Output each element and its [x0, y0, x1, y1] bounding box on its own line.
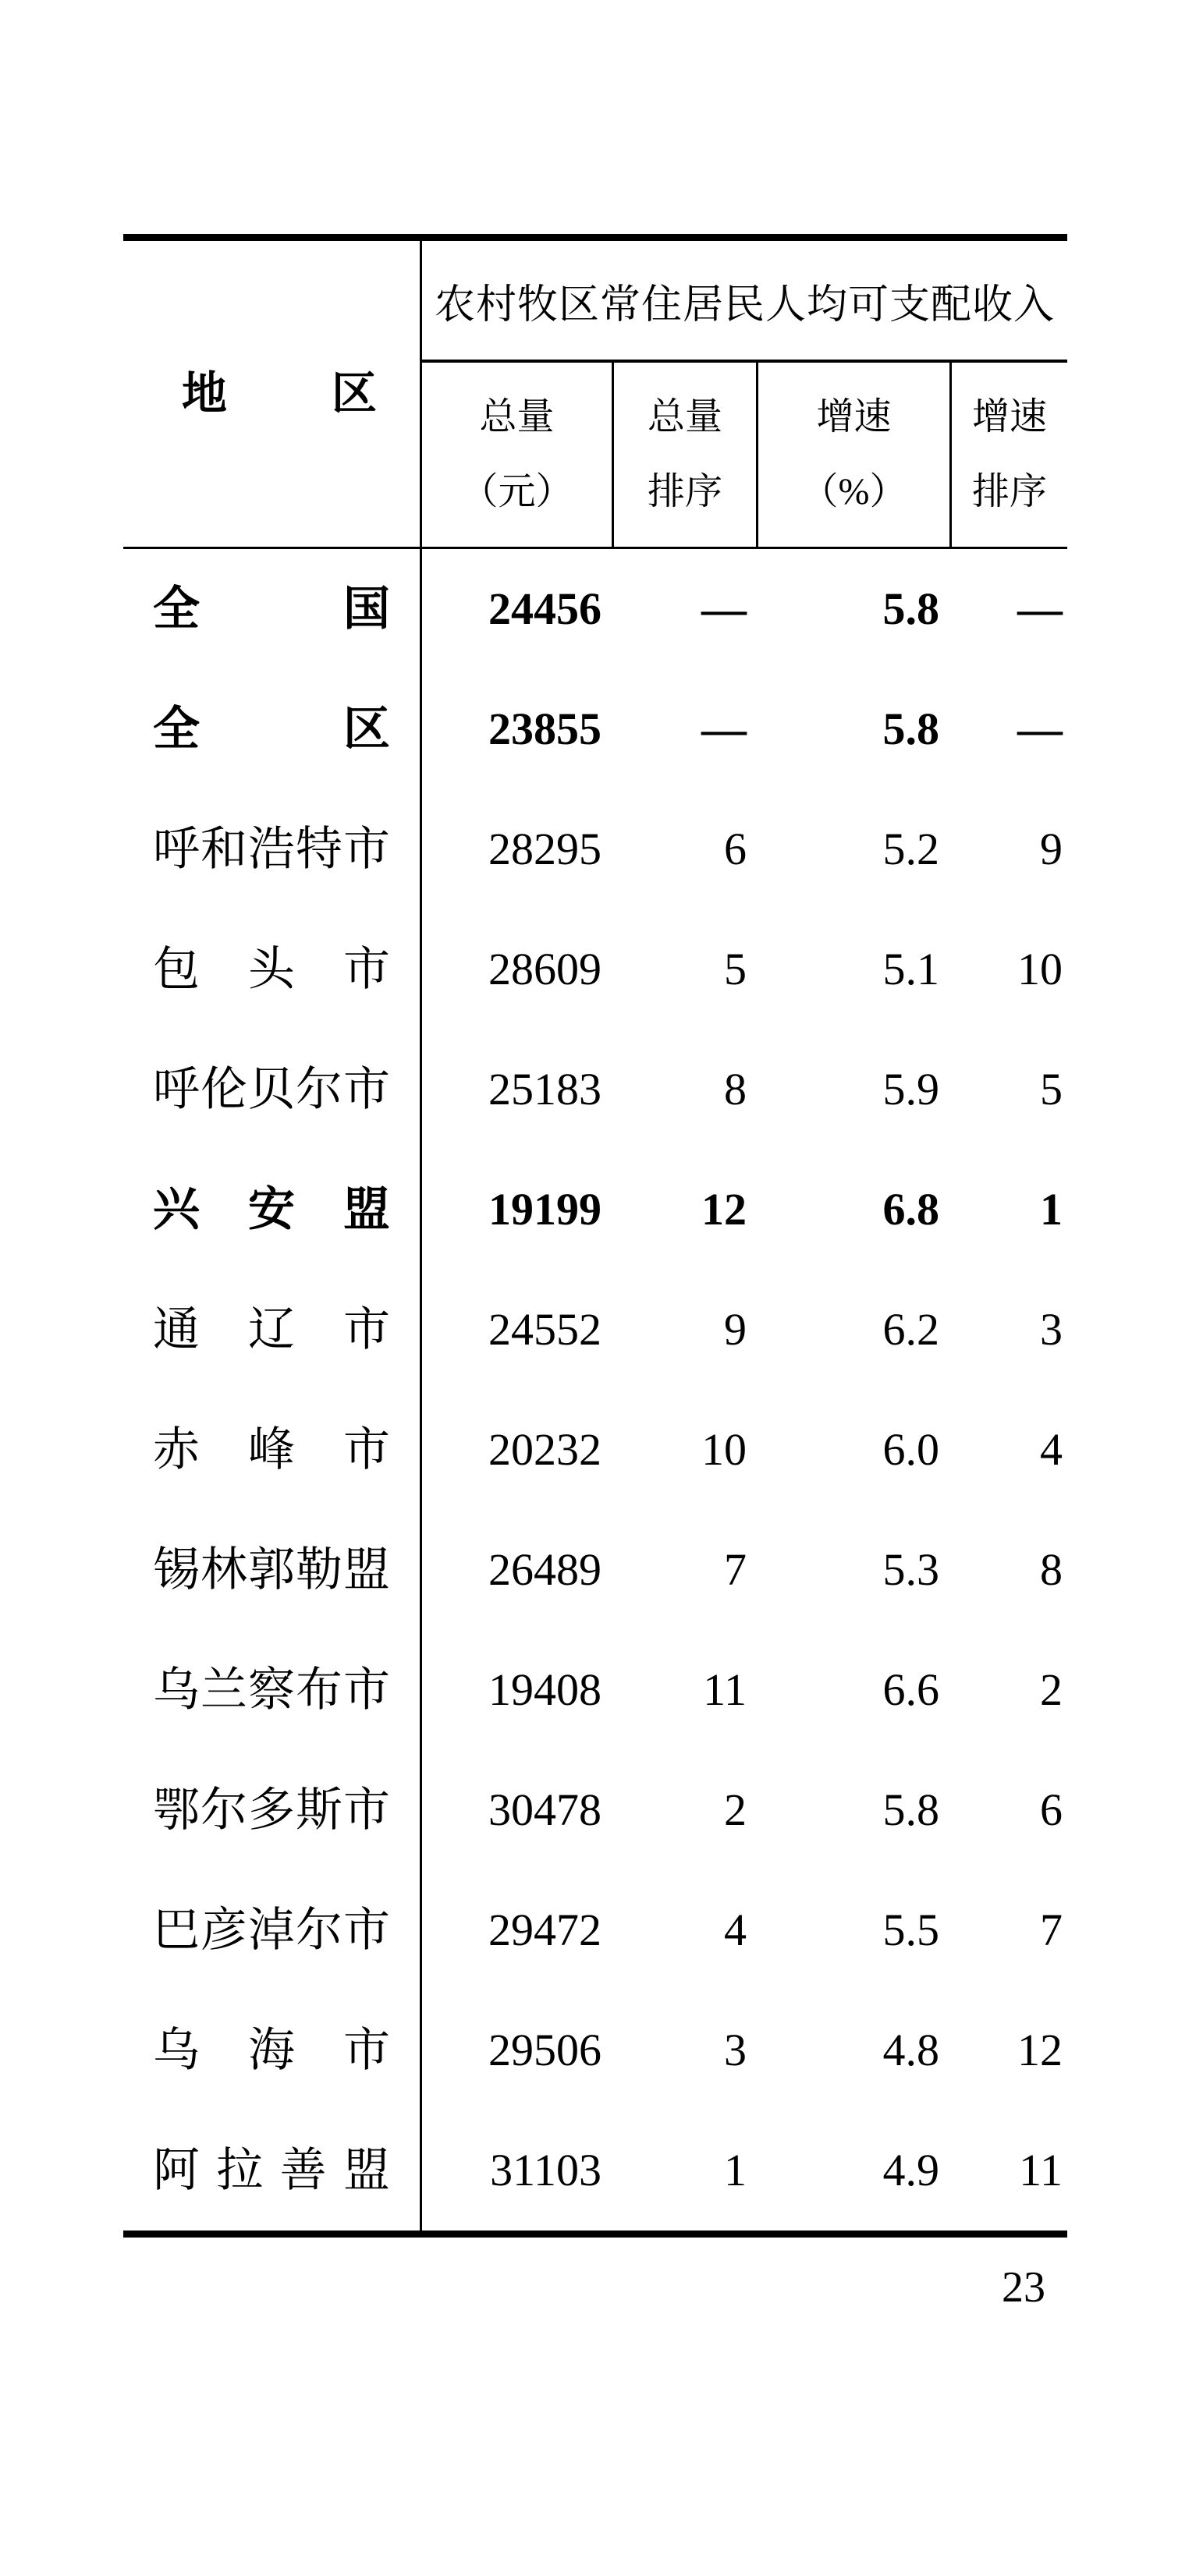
region-cell [123, 2110, 422, 2231]
char: 区 [331, 368, 377, 419]
char: 全 [153, 703, 200, 755]
region-cell [123, 1510, 422, 1630]
total-value: 30478 [488, 1784, 602, 1835]
char: 善 [279, 2145, 327, 2196]
region-cell [123, 1029, 422, 1150]
total-value: 29472 [488, 1905, 602, 1955]
char: 市 [343, 1064, 390, 1115]
char: 尔 [296, 1064, 342, 1115]
growth-rank-value: 11 [1019, 2145, 1063, 2195]
region-cell [123, 1150, 422, 1270]
table-row [123, 1630, 1067, 1750]
region-cell [123, 549, 422, 669]
char: 阿 [153, 2145, 200, 2196]
total-value: 28295 [488, 824, 602, 874]
growth-value: 4.9 [882, 2145, 939, 2195]
char: 市 [343, 1424, 390, 1476]
growth-value: 5.5 [882, 1905, 939, 1955]
total-value: 19408 [488, 1664, 602, 1715]
char: 全 [153, 583, 200, 635]
growth-rank-value: 2 [1040, 1664, 1063, 1715]
total-rank-value: 5 [724, 944, 747, 994]
total-value: 29506 [488, 2025, 602, 2075]
region-name [123, 1066, 420, 1113]
growth-rank-value: 9 [1040, 824, 1063, 874]
char: 盟 [342, 2145, 390, 2196]
growth-rank-value: 1 [1040, 1184, 1063, 1235]
char: 安 [248, 1184, 295, 1235]
total-rank-value: 1 [724, 2145, 747, 2195]
total-value: 28609 [488, 944, 602, 994]
growth-value: 5.3 [882, 1544, 939, 1595]
total-value: 25183 [488, 1064, 602, 1114]
region-cell [123, 1270, 422, 1390]
char: 市 [343, 824, 390, 875]
char: 彦 [200, 1905, 247, 1956]
growth-rank-value: 5 [1040, 1064, 1063, 1114]
growth-rank-value: — [1017, 583, 1063, 634]
growth-value: 5.9 [882, 1064, 939, 1114]
growth-value: 5.8 [882, 1784, 939, 1835]
total-value: 19199 [488, 1184, 602, 1235]
growth-rank-value: — [1017, 703, 1063, 754]
total-value: 24552 [488, 1304, 602, 1355]
char: 辽 [248, 1304, 295, 1355]
region-cell [123, 789, 422, 909]
growth-value: 6.2 [882, 1304, 939, 1355]
char: 拉 [216, 2145, 264, 2196]
char: 贝 [248, 1064, 295, 1115]
char: 区 [343, 703, 390, 755]
char: 察 [248, 1664, 295, 1716]
total-value: 31103 [490, 2145, 602, 2195]
sub-header-line: （元） [460, 471, 573, 512]
region-cell [123, 1630, 422, 1750]
sub-header-line: 增速 [816, 396, 892, 438]
char: 特 [296, 824, 342, 875]
total-rank-value: — [701, 703, 747, 754]
total-rank-value: 7 [724, 1544, 747, 1595]
region-cell [123, 669, 422, 789]
region-name [123, 1424, 420, 1476]
table-row [123, 789, 1067, 909]
table-row [123, 2110, 1067, 2231]
region-name [123, 1784, 420, 1836]
char: 郭 [248, 1544, 295, 1596]
growth-rank-value: 7 [1040, 1905, 1063, 1955]
growth-value: 6.0 [882, 1424, 939, 1475]
sub-header-line: 排序 [971, 471, 1047, 512]
region-name [123, 703, 420, 755]
char: 头 [248, 944, 295, 995]
growth-rank-value: 8 [1040, 1544, 1063, 1595]
region-name [123, 1664, 420, 1716]
table-row [123, 669, 1067, 789]
growth-value: 5.2 [882, 824, 939, 874]
page-number: 23 [1002, 2263, 1045, 2312]
region-name [123, 946, 420, 993]
growth-value: 6.6 [882, 1664, 939, 1715]
total-rank-value: 4 [724, 1905, 747, 1955]
table-row [123, 1750, 1067, 1870]
sub-header-line: 总量 [479, 396, 555, 438]
sub-header-line: 排序 [647, 471, 722, 512]
table-header [123, 241, 1067, 549]
sub-header-line: 增速 [971, 396, 1047, 438]
table-body [123, 549, 1067, 2231]
table-row [123, 1150, 1067, 1270]
income-table [123, 234, 1067, 2238]
char: 布 [296, 1664, 342, 1716]
char: 鄂 [153, 1784, 200, 1836]
total-value: 23855 [488, 703, 602, 754]
char: 盟 [343, 1184, 390, 1235]
char: 赤 [153, 1424, 200, 1476]
region-cell [123, 909, 422, 1029]
char: 市 [343, 1905, 390, 1956]
table-row [123, 1510, 1067, 1630]
growth-rank-value: 6 [1040, 1784, 1063, 1835]
char: 市 [343, 1304, 390, 1355]
region-name [123, 2147, 420, 2194]
growth-rank-value: 3 [1040, 1304, 1063, 1355]
region-name [123, 1907, 420, 1954]
growth-value: 5.8 [882, 703, 939, 754]
char: 市 [343, 1664, 390, 1716]
total-rank-value: 3 [724, 2025, 747, 2075]
char: 多 [248, 1784, 295, 1836]
char: 峰 [248, 1424, 295, 1476]
table-row [123, 1870, 1067, 1990]
total-rank-value: 10 [701, 1424, 747, 1475]
table-row [123, 1390, 1067, 1510]
growth-value: 4.8 [882, 2025, 939, 2075]
total-rank-value: — [701, 583, 747, 634]
income-header-group [422, 241, 1067, 547]
char: 通 [153, 1304, 200, 1355]
table-row [123, 1990, 1067, 2110]
growth-value: 6.8 [882, 1184, 939, 1235]
table-row [123, 1270, 1067, 1390]
region-cell [123, 1990, 422, 2110]
table-row [123, 549, 1067, 669]
region-name [123, 583, 420, 635]
growth-rank-value: 4 [1040, 1424, 1063, 1475]
region-name [123, 826, 420, 873]
char: 林 [200, 1544, 247, 1596]
char: 斯 [296, 1784, 342, 1836]
char: 兰 [200, 1664, 247, 1716]
region-header-cell [123, 241, 422, 547]
char: 和 [200, 824, 247, 875]
growth-value: 5.1 [882, 944, 939, 994]
total-rank-value: 8 [724, 1064, 747, 1114]
char: 伦 [200, 1064, 247, 1115]
char: 海 [248, 2025, 295, 2076]
char: 呼 [153, 1064, 200, 1115]
char: 尔 [200, 1784, 247, 1836]
growth-value: 5.8 [882, 583, 939, 634]
total-value: 24456 [488, 583, 602, 634]
char: 乌 [153, 2025, 200, 2076]
char: 兴 [153, 1184, 200, 1235]
sub-header-line: 总量 [647, 396, 722, 438]
region-name [123, 1186, 420, 1233]
region-name [123, 1544, 420, 1596]
group-header-label: 农村牧区常住居民人均可支配收入 [434, 282, 1055, 328]
region-cell [123, 1750, 422, 1870]
sub-header-growth-rank [952, 363, 1067, 547]
total-rank-value: 11 [703, 1664, 747, 1715]
char: 淖 [248, 1905, 295, 1956]
table-row [123, 909, 1067, 1029]
total-value: 26489 [488, 1544, 602, 1595]
region-cell [123, 1870, 422, 1990]
sub-header-total [422, 363, 614, 547]
char: 国 [343, 583, 390, 635]
char: 呼 [153, 824, 200, 875]
total-rank-value: 12 [701, 1184, 747, 1235]
region-cell [123, 1390, 422, 1510]
growth-rank-value: 10 [1017, 944, 1063, 994]
sub-header-growth [758, 363, 952, 547]
char: 包 [153, 944, 200, 995]
sub-header-line: （%） [800, 471, 907, 512]
char: 浩 [248, 824, 295, 875]
growth-rank-value: 12 [1017, 2025, 1063, 2075]
sub-header-total-rank [614, 363, 758, 547]
region-header-label [123, 368, 420, 419]
char: 锡 [153, 1544, 200, 1596]
region-name [123, 1306, 420, 1353]
total-rank-value: 6 [724, 824, 747, 874]
char: 勒 [296, 1544, 342, 1596]
char: 市 [343, 1784, 390, 1836]
char: 市 [343, 944, 390, 995]
region-name [123, 2027, 420, 2074]
char: 市 [343, 2025, 390, 2076]
char: 地 [182, 368, 228, 419]
sub-header-row [422, 360, 1067, 547]
total-value: 20232 [488, 1424, 602, 1475]
char: 尔 [296, 1905, 342, 1956]
total-rank-value: 2 [724, 1784, 747, 1835]
table-row [123, 1029, 1067, 1150]
char: 乌 [153, 1664, 200, 1716]
char: 巴 [153, 1905, 200, 1956]
char: 盟 [343, 1544, 390, 1596]
total-rank-value: 9 [724, 1304, 747, 1355]
